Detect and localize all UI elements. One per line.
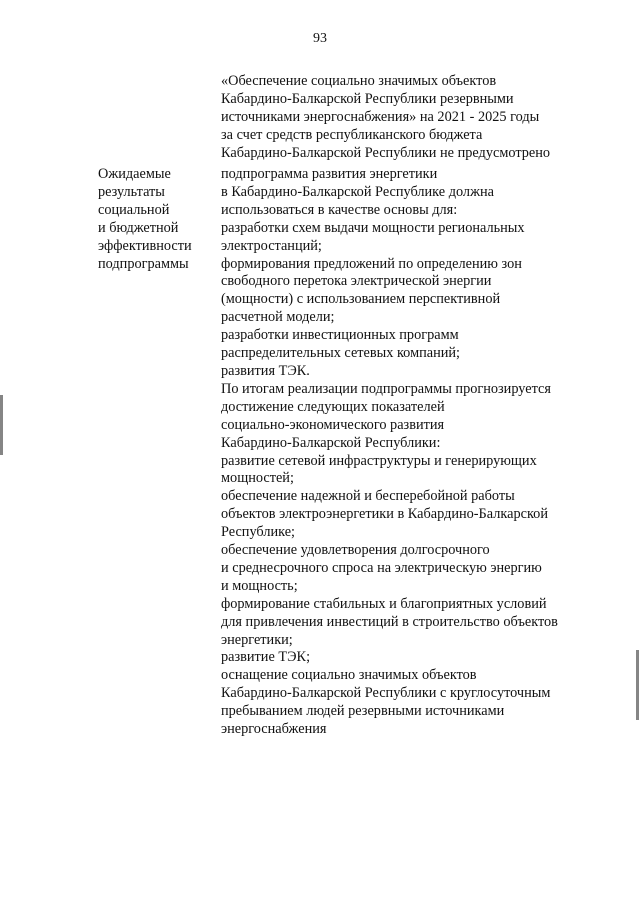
label-line: результаты [98,183,165,200]
text-line: использоваться в качестве основы для: [221,201,458,218]
text-line: в Кабардино-Балкарской Республике должна [221,183,494,200]
section-label [98,166,192,273]
section-body [221,166,558,739]
text-line: (мощности) с использованием перспективной [221,291,501,308]
text-line: энергетики; [221,631,293,648]
label-line: и бюджетной [98,219,179,236]
text-line: развитие сетевой инфраструктуры и генерирующих [221,452,537,469]
text-line: расчетной модели; [221,309,335,326]
scan-artifact-left [0,395,3,455]
text-line: свободного перетока электрической энергии [221,273,492,290]
label-line: социальной [98,201,170,218]
text-line: обеспечение надежной и бесперебойной работы [221,488,515,505]
label-line: Ожидаемые [98,166,171,182]
text-line: «Обеспечение социально значимых объектов [221,73,497,89]
text-line: подпрограмма развития энергетики [221,166,438,182]
text-line: энергоснабжения [221,721,327,738]
intro-paragraph [221,73,550,163]
label-line: эффективности [98,237,192,254]
text-line: разработки схем выдачи мощности региональных [221,219,525,236]
scan-artifact-right [636,650,639,720]
text-line: Кабардино-Балкарской Республики резервными [221,90,514,107]
text-line: Кабардино-Балкарской Республики: [221,434,441,451]
text-line: Кабардино-Балкарской Республики не предусмотрено [221,144,551,161]
text-line: социально-экономического развития [221,416,445,433]
text-line: разработки инвестиционных программ [221,327,459,344]
text-line: Республике; [221,524,296,541]
text-line: и среднесрочного спроса на электрическую энергию [221,559,542,576]
text-line: объектов электроэнергетики в Кабардино-Балкарской [221,506,548,523]
text-line: за счет средств республиканского бюджета [221,126,483,143]
text-line: электростанций; [221,237,322,254]
text-line: мощностей; [221,470,294,487]
text-line: пребыванием людей резервными источниками [221,703,505,720]
text-line: формирования предложений по определению зон [221,255,522,272]
text-line: источниками энергоснабжения» на 2021 - 2025 годы [221,108,540,125]
text-line: оснащение социально значимых объектов [221,667,477,684]
label-line: подпрограммы [98,255,189,272]
text-line: достижение следующих показателей [221,398,445,415]
text-line: и мощность; [221,577,298,594]
page-number: 93 [313,31,327,46]
text-line: По итогам реализации подпрограммы прогнозируется [221,380,551,397]
text-line: Кабардино-Балкарской Республики с круглосуточным [221,685,551,702]
text-line: развитие ТЭК; [221,649,311,666]
text-line: для привлечения инвестиций в строительство объектов [221,613,558,630]
text-line: распределительных сетевых компаний; [221,345,461,362]
text-line: развития ТЭК. [221,362,310,379]
text-line: обеспечение удовлетворения долгосрочного [221,542,490,559]
text-line: формирование стабильных и благоприятных условий [221,595,547,612]
